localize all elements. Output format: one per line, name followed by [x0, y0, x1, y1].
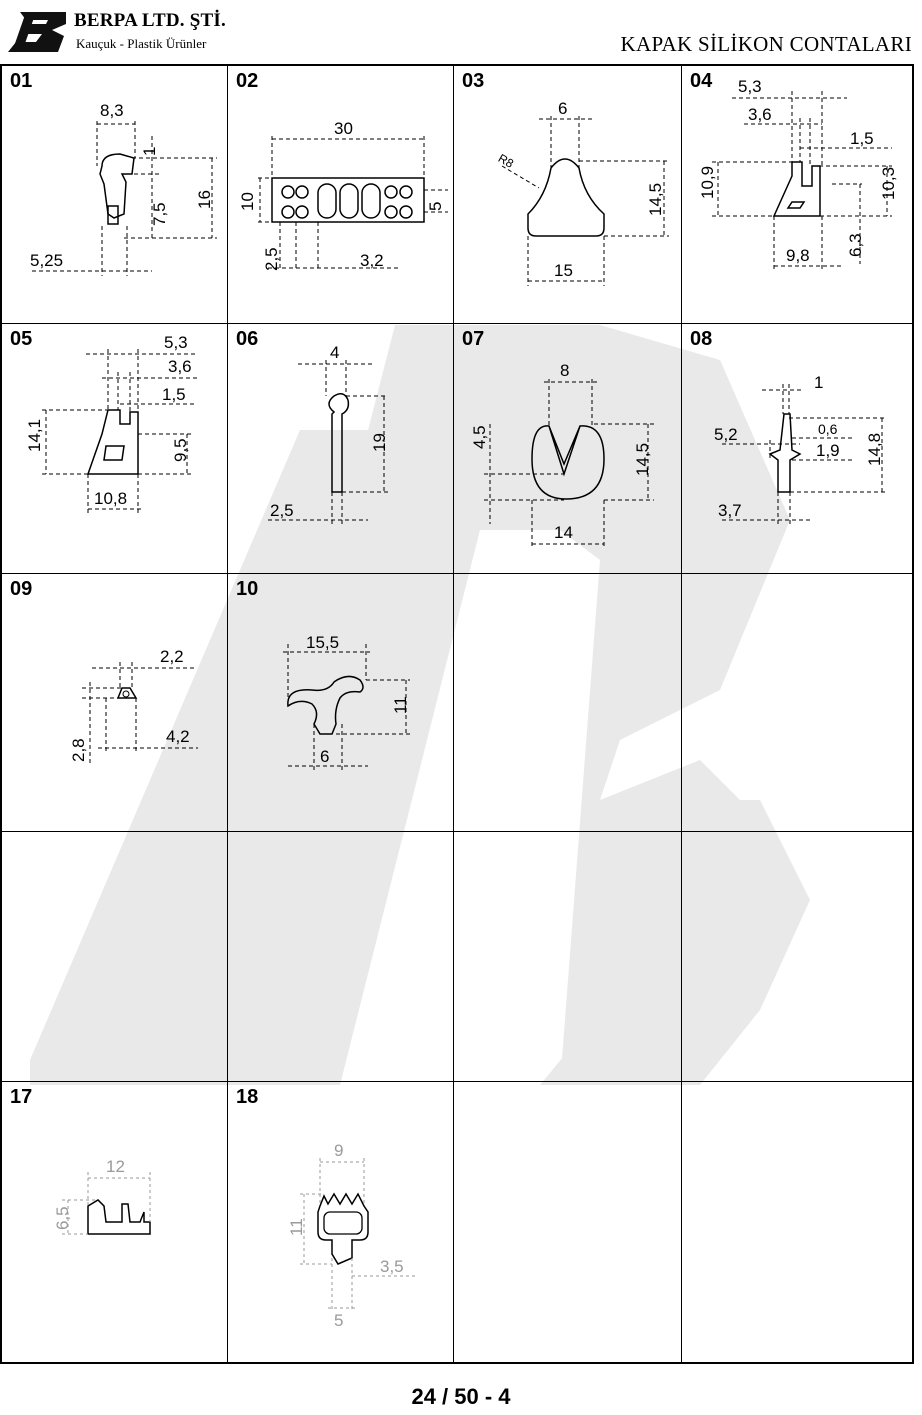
dim-label: 8 — [560, 361, 570, 380]
dim-label: 14,1 — [25, 418, 44, 452]
dim-label: 6,3 — [846, 233, 865, 257]
profile-cell-04 — [682, 66, 912, 323]
dim-label: 5 — [426, 201, 445, 211]
dim-label: 11 — [391, 696, 410, 714]
profile-drawing-01 — [2, 66, 227, 323]
profile-cell-18 — [228, 1082, 453, 1362]
dim-label: 0,6 — [818, 421, 838, 437]
dim-label: 1,5 — [850, 129, 874, 148]
profile-number: 07 — [462, 328, 485, 350]
profile-number: 17 — [10, 1086, 33, 1108]
company-name: BERPA LTD. ŞTİ. — [74, 10, 226, 31]
dim-label: 1,5 — [162, 385, 186, 404]
dim-label: 2,2 — [160, 647, 184, 666]
profile-number: 08 — [690, 328, 713, 350]
profile-number: 06 — [236, 328, 259, 350]
profile-drawing-17 — [2, 1082, 227, 1362]
profile-number: 05 — [10, 328, 33, 350]
profile-drawing-18 — [228, 1082, 453, 1362]
profile-drawing-04 — [682, 66, 912, 323]
dim-label: 3,2 — [360, 251, 384, 270]
dim-label: R8 — [495, 151, 517, 171]
dim-label: 15,5 — [306, 633, 340, 652]
empty-cell — [682, 574, 912, 831]
profile-drawing-05 — [2, 324, 227, 573]
dim-label: 9,5 — [171, 438, 190, 462]
dim-label: 3,6 — [748, 105, 772, 124]
dim-label: 11 — [287, 1218, 306, 1236]
profile-drawing-03 — [454, 66, 681, 323]
empty-cell — [682, 832, 912, 1081]
profile-drawing-02 — [228, 66, 453, 323]
empty-cell — [2, 832, 227, 1081]
profile-grid — [0, 64, 914, 1364]
empty-cell — [454, 574, 681, 831]
dim-label: 10,3 — [879, 166, 898, 200]
profile-drawing-09 — [2, 574, 227, 831]
profile-cell-02 — [228, 66, 453, 323]
empty-cell — [682, 1082, 912, 1362]
profile-cell-09 — [2, 574, 227, 831]
profile-cell-10 — [228, 574, 453, 831]
profile-cell-06 — [228, 324, 453, 573]
dim-label: 15 — [554, 261, 573, 280]
dim-label: 10 — [238, 192, 257, 211]
profile-drawing-10 — [228, 574, 453, 831]
dim-label: 3,7 — [718, 501, 742, 520]
dim-label: 10,8 — [94, 489, 128, 508]
dim-label: 5,3 — [738, 77, 762, 96]
dim-label: 12 — [106, 1157, 125, 1176]
profile-drawing-07 — [454, 324, 681, 573]
dim-label: 2,5 — [270, 501, 294, 520]
empty-cell — [454, 832, 681, 1081]
profile-cell-07 — [454, 324, 681, 573]
dim-label: 6 — [558, 99, 568, 118]
dim-label: 7,5 — [150, 202, 169, 226]
dim-label: 2,5 — [262, 247, 281, 271]
dim-label: 16 — [195, 190, 214, 209]
dim-label: 5,2 — [714, 425, 738, 444]
company-logo — [6, 8, 68, 56]
profile-number: 03 — [462, 70, 485, 92]
profile-number: 02 — [236, 70, 259, 92]
empty-cell — [454, 1082, 681, 1362]
dim-label: 4,2 — [166, 727, 190, 746]
dim-label: 2,8 — [69, 738, 88, 762]
dim-label: 1 — [814, 373, 824, 392]
dim-label: 5 — [334, 1311, 344, 1330]
dim-label: 1,9 — [816, 441, 840, 460]
dim-label: 6,5 — [53, 1206, 72, 1230]
dim-label: 5,3 — [164, 333, 188, 352]
profile-number: 09 — [10, 578, 33, 600]
profile-number: 04 — [690, 70, 713, 92]
dim-label: 30 — [334, 119, 353, 138]
company-subtitle: Kauçuk - Plastik Ürünler — [76, 36, 207, 51]
profile-number: 10 — [236, 578, 259, 600]
page-title: KAPAK SİLİKON CONTALARI — [620, 32, 912, 56]
dim-label: 14 — [554, 523, 573, 542]
profile-number: 18 — [236, 1086, 259, 1108]
dim-label: 14,8 — [865, 432, 884, 466]
empty-cell — [228, 832, 453, 1081]
dim-label: 10,9 — [698, 165, 717, 199]
profile-drawing-08 — [682, 324, 912, 573]
dim-label: 14,5 — [646, 182, 665, 216]
dim-label: 6 — [320, 747, 330, 766]
dim-label: 19 — [370, 433, 389, 452]
page-number: 24 / 50 - 4 — [411, 1384, 511, 1409]
dim-label: 14,5 — [633, 442, 652, 476]
dim-label: 3,6 — [168, 357, 192, 376]
profile-cell-17 — [2, 1082, 227, 1362]
page-header — [0, 0, 922, 62]
dim-label: 1 — [140, 146, 159, 156]
dim-label: 9,8 — [786, 246, 810, 265]
profile-cell-03 — [454, 66, 681, 323]
dim-label: 3,5 — [380, 1257, 404, 1276]
dim-label: 9 — [334, 1141, 344, 1160]
dim-label: 8,3 — [100, 101, 124, 120]
profile-drawing-06 — [228, 324, 453, 573]
dim-label: 5,25 — [30, 251, 64, 270]
profile-cell-08 — [682, 324, 912, 573]
profile-cell-01 — [2, 66, 227, 323]
profile-number: 01 — [10, 70, 33, 92]
dim-label: 4 — [330, 343, 340, 362]
dim-label: 4,5 — [470, 425, 489, 449]
profile-cell-05 — [2, 324, 227, 573]
